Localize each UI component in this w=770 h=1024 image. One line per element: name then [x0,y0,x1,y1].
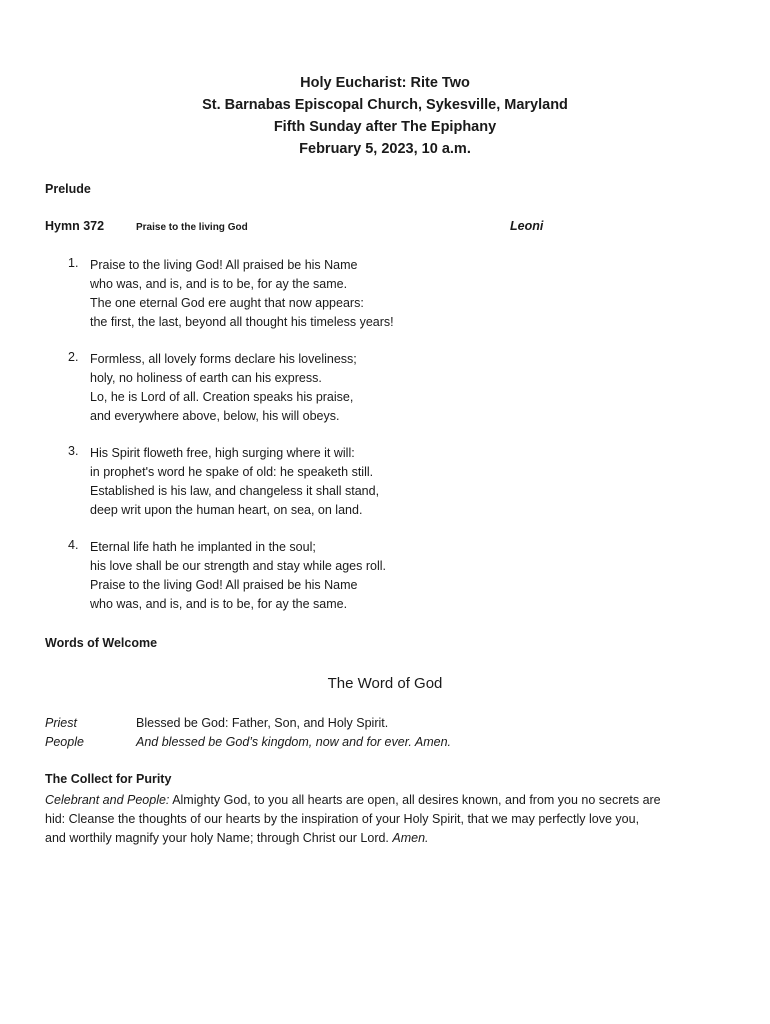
verse-line: The one eternal God ere aught that now appears: [90,296,364,310]
rubric-label: Celebrant and People: [45,793,170,807]
verse-line: Eternal life hath he implanted in the soul; [90,540,316,554]
speaker-label: People [45,735,84,749]
collect-text-segment: Almighty God, to you all hearts are open, all desires known, and from you no secrets are [169,793,661,807]
verse-line: his love shall be our strength and stay while ages roll. [90,559,386,573]
hymn-verse [68,444,394,520]
amen-text: Amen. [392,831,429,845]
verse-line: Praise to the living God! All praised be his Name [90,258,358,272]
verse-line: and everywhere above, below, his will obeys. [90,409,340,423]
hymn-number: Hymn 372 [45,219,105,233]
collect-line [45,829,735,848]
verse-line: Formless, all lovely forms declare his loveliness; [90,352,357,366]
verse-line: in prophet's word he spake of old: he speaketh still. [90,465,374,479]
speaker-label: Priest [45,716,77,730]
service-date: February 5, 2023, 10 a.m. [299,141,471,157]
verse-number: 1. [68,256,79,270]
hymn-verse [68,538,394,614]
service-title: Holy Eucharist: Rite Two [300,75,470,91]
collect-heading: The Collect for Purity [45,772,172,786]
priest-text: Blessed be God: Father, Son, and Holy Spirit. [136,716,389,730]
hymn-tune: Leoni [510,219,544,233]
verse-number: 3. [68,444,79,458]
hymn-verses [68,256,394,632]
verse-line: the first, the last, beyond all thought his timeless years! [90,315,394,329]
collect-line [45,791,735,810]
verse-line: who was, and is, and is to be, for ay the same. [90,597,348,611]
verse-line: His Spirit floweth free, high surging where it will: [90,446,355,460]
words-of-welcome-heading: Words of Welcome [45,636,158,650]
section-title: The Word of God [327,675,443,692]
hymn-heading-row [45,219,545,237]
liturgical-day: Fifth Sunday after The Epiphany [273,119,497,135]
people-response: And blessed be God’s kingdom, now and for ever. Amen. [136,735,451,749]
verse-number: 4. [68,538,79,552]
verse-line: Praise to the living God! All praised be his Name [90,578,358,592]
verse-line: who was, and is, and is to be, for ay the same. [90,277,348,291]
collect-text [45,791,735,848]
church-name: St. Barnabas Episcopal Church, Sykesville, Maryland [202,97,568,113]
hymn-verse [68,256,394,332]
verse-number: 2. [68,350,79,364]
verse-line: Established is his law, and changeless it shall stand, [90,484,380,498]
verse-line: deep writ upon the human heart, on sea, on land. [90,503,363,517]
hymn-title: Praise to the living God [136,222,248,233]
verse-line: holy, no holiness of earth can his express. [90,371,322,385]
collect-text-segment: and worthily magnify your holy Name; through Christ our Lord. [45,831,393,845]
prelude-heading: Prelude [45,182,91,196]
hymn-verse [68,350,394,426]
collect-line: hid: Cleanse the thoughts of our hearts by the inspiration of your Holy Spirit, that we may perfectly love you, [45,812,640,826]
service-header [0,72,770,160]
verse-line: Lo, he is Lord of all. Creation speaks his praise, [90,390,354,404]
